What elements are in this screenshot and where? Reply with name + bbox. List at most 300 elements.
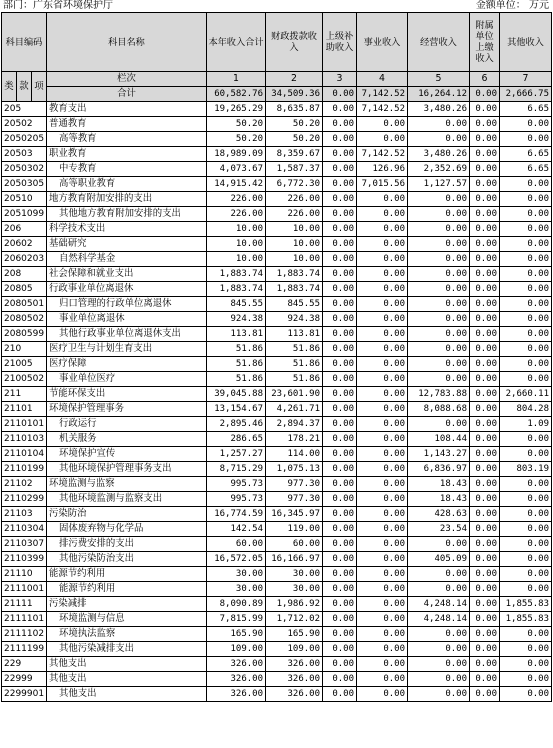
amount-cell: 0.00 xyxy=(470,567,500,582)
amount-cell: 0.00 xyxy=(323,297,357,312)
subject-code: 2299901 xyxy=(2,687,47,702)
amount-cell: 0.00 xyxy=(500,177,552,192)
amount-cell: 0.00 xyxy=(357,477,408,492)
amount-cell: 1,855.83 xyxy=(500,612,552,627)
amount-cell: 0.00 xyxy=(470,147,500,162)
subject-code: 21110 xyxy=(2,567,47,582)
amount-cell: 0.00 xyxy=(470,492,500,507)
amount-cell: 4,073.67 xyxy=(207,162,266,177)
amount-cell: 0.00 xyxy=(500,117,552,132)
amount-cell: 0.00 xyxy=(323,522,357,537)
amount-cell: 0.00 xyxy=(323,402,357,417)
amount-cell: 126.96 xyxy=(357,162,408,177)
amount-cell: 8,715.29 xyxy=(207,462,266,477)
amount-cell: 50.20 xyxy=(207,117,266,132)
amount-cell: 1,143.27 xyxy=(408,447,470,462)
amount-cell: 0.00 xyxy=(323,477,357,492)
total-row xyxy=(2,87,552,102)
amount-cell: 226.00 xyxy=(266,192,323,207)
lanci-label: 栏次 xyxy=(47,72,207,87)
amount-cell: 1,587.37 xyxy=(266,162,323,177)
table-row xyxy=(2,492,552,507)
table-row xyxy=(2,162,552,177)
amount-cell: 0.00 xyxy=(408,237,470,252)
subject-name: 其他支出 xyxy=(47,672,207,687)
amount-cell: 0.00 xyxy=(323,507,357,522)
amount-cell: 0.00 xyxy=(408,657,470,672)
amount-cell: 0.00 xyxy=(470,522,500,537)
table-row xyxy=(2,552,552,567)
amount-cell: 0.00 xyxy=(500,282,552,297)
amount-cell: 0.00 xyxy=(470,342,500,357)
amount-cell: 0.00 xyxy=(500,672,552,687)
subject-name: 教育支出 xyxy=(47,102,207,117)
subject-name: 其他支出 xyxy=(47,657,207,672)
amount-cell: 113.81 xyxy=(207,327,266,342)
amount-cell: 8,635.87 xyxy=(266,102,323,117)
subject-code: 21103 xyxy=(2,507,47,522)
amount-cell: 0.00 xyxy=(500,522,552,537)
amount-cell: 51.86 xyxy=(266,342,323,357)
income-budget-table xyxy=(1,12,552,702)
amount-cell: 326.00 xyxy=(207,657,266,672)
table-row xyxy=(2,657,552,672)
amount-cell: 0.00 xyxy=(323,372,357,387)
report-header xyxy=(2,0,551,12)
amount-cell: 0.00 xyxy=(470,357,500,372)
subject-code: 206 xyxy=(2,222,47,237)
amount-cell: 0.00 xyxy=(500,372,552,387)
table-row xyxy=(2,672,552,687)
amount-cell: 0.00 xyxy=(323,252,357,267)
amount-cell: 0.00 xyxy=(470,582,500,597)
amount-cell: 0.00 xyxy=(408,537,470,552)
amount-cell: 0.00 xyxy=(470,657,500,672)
amount-cell: 0.00 xyxy=(323,672,357,687)
amount-cell: 0.00 xyxy=(408,642,470,657)
table-row xyxy=(2,147,552,162)
amount-cell: 30.00 xyxy=(266,582,323,597)
table-row xyxy=(2,582,552,597)
amount-cell: 0.00 xyxy=(357,387,408,402)
amount-cell: 0.00 xyxy=(408,132,470,147)
subject-code: 20503 xyxy=(2,147,47,162)
col-index: 6 xyxy=(470,72,500,87)
amount-cell: 0.00 xyxy=(357,597,408,612)
subject-name: 其他地方教育附加安排的支出 xyxy=(47,207,207,222)
subject-name: 环境监测与信息 xyxy=(47,612,207,627)
amount-cell: 60.00 xyxy=(207,537,266,552)
subject-code: 2110104 xyxy=(2,447,47,462)
table-row xyxy=(2,267,552,282)
amount-cell: 0.00 xyxy=(357,342,408,357)
amount-cell: 7,142.52 xyxy=(357,147,408,162)
amount-cell: 2,894.37 xyxy=(266,417,323,432)
amount-cell: 0.00 xyxy=(470,312,500,327)
amount-cell: 0.00 xyxy=(500,447,552,462)
amount-cell: 7,815.99 xyxy=(207,612,266,627)
amount-cell: 0.00 xyxy=(470,477,500,492)
amount-cell: 977.30 xyxy=(266,492,323,507)
amount-cell: 13,154.67 xyxy=(207,402,266,417)
amount-cell: 0.00 xyxy=(323,162,357,177)
amount-cell: 0.00 xyxy=(500,627,552,642)
amount-cell: 0.00 xyxy=(323,417,357,432)
amount-cell: 3,480.26 xyxy=(408,147,470,162)
amount-cell: 326.00 xyxy=(266,657,323,672)
table-row xyxy=(2,207,552,222)
amount-cell: 30.00 xyxy=(266,567,323,582)
amount-cell: 7,142.52 xyxy=(357,102,408,117)
subject-code: 2110307 xyxy=(2,537,47,552)
subject-code: 2080502 xyxy=(2,312,47,327)
amount-cell: 30.00 xyxy=(207,582,266,597)
col-index: 4 xyxy=(357,72,408,87)
amount-cell: 0.00 xyxy=(323,597,357,612)
amount-cell: 0.00 xyxy=(408,567,470,582)
amount-cell: 6.65 xyxy=(500,147,552,162)
subject-name: 行政事业单位离退休 xyxy=(47,282,207,297)
subject-name: 环境监测与监察 xyxy=(47,477,207,492)
subject-code: 21111 xyxy=(2,597,47,612)
amount-cell: 0.00 xyxy=(357,357,408,372)
table-row xyxy=(2,507,552,522)
amount-cell: 51.86 xyxy=(266,372,323,387)
col-index: 3 xyxy=(323,72,357,87)
amount-cell: 0.00 xyxy=(408,117,470,132)
subject-name: 能源节约利用 xyxy=(47,567,207,582)
amount-cell: 0.00 xyxy=(323,657,357,672)
total-cell: 60,582.76 xyxy=(207,87,266,102)
amount-cell: 0.00 xyxy=(323,537,357,552)
amount-cell: 0.00 xyxy=(470,462,500,477)
amount-cell: 0.00 xyxy=(323,312,357,327)
amount-cell: 7,015.56 xyxy=(357,177,408,192)
subject-code: 21005 xyxy=(2,357,47,372)
amount-cell: 142.54 xyxy=(207,522,266,537)
amount-cell: 0.00 xyxy=(470,327,500,342)
amount-cell: 0.00 xyxy=(470,207,500,222)
amount-cell: 16,572.05 xyxy=(207,552,266,567)
amount-cell: 178.21 xyxy=(266,432,323,447)
amount-cell: 0.00 xyxy=(500,432,552,447)
amount-cell: 8,088.68 xyxy=(408,402,470,417)
amount-cell: 0.00 xyxy=(357,642,408,657)
amount-cell: 0.00 xyxy=(470,627,500,642)
amount-cell: 428.63 xyxy=(408,507,470,522)
amount-cell: 1,883.74 xyxy=(266,282,323,297)
subject-code: 208 xyxy=(2,267,47,282)
total-cell: 0.00 xyxy=(323,87,357,102)
col-index: 7 xyxy=(500,72,552,87)
table-row xyxy=(2,312,552,327)
amount-cell: 119.00 xyxy=(266,522,323,537)
amount-cell: 10.00 xyxy=(207,222,266,237)
amount-cell: 0.00 xyxy=(357,492,408,507)
amount-cell: 0.00 xyxy=(357,552,408,567)
amount-cell: 0.00 xyxy=(500,507,552,522)
subject-name: 事业单位离退休 xyxy=(47,312,207,327)
subject-code: 22999 xyxy=(2,672,47,687)
subject-code: 2050305 xyxy=(2,177,47,192)
amount-cell: 226.00 xyxy=(207,192,266,207)
subject-code: 2111199 xyxy=(2,642,47,657)
col-header-business-income: 事业收入 xyxy=(357,13,408,72)
amount-cell: 0.00 xyxy=(470,537,500,552)
amount-cell: 0.00 xyxy=(500,552,552,567)
amount-cell: 0.00 xyxy=(357,402,408,417)
subject-code: 2110399 xyxy=(2,552,47,567)
table-row xyxy=(2,627,552,642)
subject-code: 2050205 xyxy=(2,132,47,147)
amount-cell: 845.55 xyxy=(266,297,323,312)
col-index: 5 xyxy=(408,72,470,87)
amount-cell: 0.00 xyxy=(323,147,357,162)
amount-cell: 1,075.13 xyxy=(266,462,323,477)
amount-cell: 10.00 xyxy=(207,252,266,267)
amount-cell: 326.00 xyxy=(207,687,266,702)
amount-cell: 6,772.30 xyxy=(266,177,323,192)
amount-cell: 23.54 xyxy=(408,522,470,537)
amount-cell: 0.00 xyxy=(470,687,500,702)
total-label: 合计 xyxy=(47,87,207,102)
subject-code: 2111001 xyxy=(2,582,47,597)
subject-name: 医疗卫生与计划生育支出 xyxy=(47,342,207,357)
amount-cell: 0.00 xyxy=(408,417,470,432)
amount-cell: 0.00 xyxy=(500,642,552,657)
amount-cell: 0.00 xyxy=(323,492,357,507)
amount-cell: 18.43 xyxy=(408,492,470,507)
amount-cell: 60.00 xyxy=(266,537,323,552)
amount-cell: 6.65 xyxy=(500,162,552,177)
amount-cell: 0.00 xyxy=(470,102,500,117)
subject-code: 21102 xyxy=(2,477,47,492)
amount-cell: 1,127.57 xyxy=(408,177,470,192)
amount-cell: 30.00 xyxy=(207,567,266,582)
amount-cell: 326.00 xyxy=(266,687,323,702)
amount-cell: 0.00 xyxy=(470,642,500,657)
amount-cell: 0.00 xyxy=(323,207,357,222)
amount-cell: 803.19 xyxy=(500,462,552,477)
amount-cell: 0.00 xyxy=(470,672,500,687)
subject-code: 2110103 xyxy=(2,432,47,447)
col-header-superior-subsidy: 上级补助收入 xyxy=(323,13,357,72)
col-index: 1 xyxy=(207,72,266,87)
amount-cell: 0.00 xyxy=(357,282,408,297)
subject-code: 2110304 xyxy=(2,522,47,537)
amount-cell: 804.28 xyxy=(500,402,552,417)
subject-name: 污染防治 xyxy=(47,507,207,522)
amount-cell: 0.00 xyxy=(500,312,552,327)
amount-cell: 1,883.74 xyxy=(207,267,266,282)
amount-cell: 0.00 xyxy=(408,342,470,357)
subject-name: 职业教育 xyxy=(47,147,207,162)
amount-cell: 326.00 xyxy=(266,672,323,687)
amount-cell: 0.00 xyxy=(323,687,357,702)
amount-cell: 0.00 xyxy=(470,297,500,312)
subject-code: 2051099 xyxy=(2,207,47,222)
amount-cell: 51.86 xyxy=(207,372,266,387)
amount-cell: 0.00 xyxy=(408,267,470,282)
amount-cell: 10.00 xyxy=(266,222,323,237)
subject-code: 20510 xyxy=(2,192,47,207)
subject-code: 2060203 xyxy=(2,252,47,267)
subject-code: 2050302 xyxy=(2,162,47,177)
table-row xyxy=(2,372,552,387)
subject-name: 节能环保支出 xyxy=(47,387,207,402)
amount-cell: 226.00 xyxy=(207,207,266,222)
amount-cell: 226.00 xyxy=(266,207,323,222)
table-row xyxy=(2,177,552,192)
subject-name: 其他支出 xyxy=(47,687,207,702)
amount-cell: 0.00 xyxy=(323,267,357,282)
col-index: 2 xyxy=(266,72,323,87)
subject-code: 2111101 xyxy=(2,612,47,627)
amount-cell: 0.00 xyxy=(500,657,552,672)
amount-cell: 0.00 xyxy=(470,117,500,132)
table-row xyxy=(2,462,552,477)
table-row xyxy=(2,132,552,147)
table-row xyxy=(2,447,552,462)
amount-cell: 3,480.26 xyxy=(408,102,470,117)
subject-name: 环境保护宣传 xyxy=(47,447,207,462)
amount-cell: 0.00 xyxy=(470,282,500,297)
amount-cell: 0.00 xyxy=(357,237,408,252)
amount-cell: 0.00 xyxy=(357,432,408,447)
subject-name: 普通教育 xyxy=(47,117,207,132)
amount-cell: 0.00 xyxy=(500,357,552,372)
subject-name: 污染减排 xyxy=(47,597,207,612)
amount-cell: 6.65 xyxy=(500,102,552,117)
amount-cell: 0.00 xyxy=(323,177,357,192)
amount-cell: 0.00 xyxy=(470,192,500,207)
table-row xyxy=(2,432,552,447)
amount-cell: 0.00 xyxy=(357,522,408,537)
total-cell: 34,509.36 xyxy=(266,87,323,102)
table-row xyxy=(2,342,552,357)
amount-cell: 8,090.89 xyxy=(207,597,266,612)
table-row xyxy=(2,117,552,132)
department-label: 部门：广东省环境保护厅 xyxy=(3,0,113,11)
amount-cell: 0.00 xyxy=(323,237,357,252)
amount-cell: 165.90 xyxy=(266,627,323,642)
table-row xyxy=(2,237,552,252)
subject-name: 其他环境保护管理事务支出 xyxy=(47,462,207,477)
amount-cell: 50.20 xyxy=(266,117,323,132)
amount-cell: 19,265.29 xyxy=(207,102,266,117)
amount-cell: 0.00 xyxy=(408,192,470,207)
amount-cell: 0.00 xyxy=(357,612,408,627)
amount-cell: 0.00 xyxy=(357,372,408,387)
amount-cell: 165.90 xyxy=(207,627,266,642)
amount-cell: 0.00 xyxy=(357,207,408,222)
amount-cell: 0.00 xyxy=(408,327,470,342)
table-row xyxy=(2,387,552,402)
col-header-operating-income: 经营收入 xyxy=(408,13,470,72)
amount-cell: 1,883.74 xyxy=(207,282,266,297)
amount-cell: 0.00 xyxy=(500,537,552,552)
total-cell: 0.00 xyxy=(470,87,500,102)
amount-cell: 39,045.88 xyxy=(207,387,266,402)
amount-cell: 977.30 xyxy=(266,477,323,492)
amount-cell: 0.00 xyxy=(357,657,408,672)
subject-name: 机关服务 xyxy=(47,432,207,447)
amount-cell: 1,855.83 xyxy=(500,597,552,612)
amount-cell: 405.09 xyxy=(408,552,470,567)
amount-cell: 0.00 xyxy=(470,402,500,417)
amount-cell: 0.00 xyxy=(408,312,470,327)
amount-cell: 0.00 xyxy=(323,132,357,147)
amount-cell: 0.00 xyxy=(470,222,500,237)
subject-code: 2111102 xyxy=(2,627,47,642)
amount-cell: 0.00 xyxy=(408,372,470,387)
amount-cell: 0.00 xyxy=(470,372,500,387)
amount-cell: 0.00 xyxy=(323,327,357,342)
subject-name: 高等教育 xyxy=(47,132,207,147)
subject-name: 其他行政事业单位离退休支出 xyxy=(47,327,207,342)
amount-cell: 0.00 xyxy=(470,447,500,462)
subject-code: 2100502 xyxy=(2,372,47,387)
amount-cell: 0.00 xyxy=(470,552,500,567)
amount-cell: 0.00 xyxy=(470,507,500,522)
amount-cell: 0.00 xyxy=(323,192,357,207)
subject-name: 固体废弃物与化学品 xyxy=(47,522,207,537)
amount-cell: 0.00 xyxy=(500,582,552,597)
subject-name: 其他污染减排支出 xyxy=(47,642,207,657)
amount-cell: 0.00 xyxy=(470,132,500,147)
amount-cell: 0.00 xyxy=(323,447,357,462)
amount-cell: 924.38 xyxy=(266,312,323,327)
amount-cell: 2,352.69 xyxy=(408,162,470,177)
amount-cell: 0.00 xyxy=(500,567,552,582)
table-row xyxy=(2,477,552,492)
subject-code: 21101 xyxy=(2,402,47,417)
amount-cell: 0.00 xyxy=(357,132,408,147)
amount-cell: 995.73 xyxy=(207,477,266,492)
subject-code: 229 xyxy=(2,657,47,672)
amount-cell: 0.00 xyxy=(408,222,470,237)
amount-cell: 23,601.90 xyxy=(266,387,323,402)
col-header-lei: 类 xyxy=(2,72,17,102)
amount-cell: 0.00 xyxy=(500,267,552,282)
amount-cell: 845.55 xyxy=(207,297,266,312)
amount-cell: 0.00 xyxy=(357,672,408,687)
subject-code: 205 xyxy=(2,102,47,117)
amount-cell: 0.00 xyxy=(323,612,357,627)
amount-cell: 50.20 xyxy=(266,132,323,147)
subject-name: 医疗保障 xyxy=(47,357,207,372)
amount-cell: 0.00 xyxy=(408,672,470,687)
amount-cell: 326.00 xyxy=(207,672,266,687)
amount-cell: 0.00 xyxy=(408,357,470,372)
subject-name: 归口管理的行政单位离退休 xyxy=(47,297,207,312)
amount-cell: 2,660.11 xyxy=(500,387,552,402)
amount-cell: 0.00 xyxy=(357,537,408,552)
amount-cell: 0.00 xyxy=(470,267,500,282)
amount-cell: 10.00 xyxy=(266,252,323,267)
amount-cell: 18.43 xyxy=(408,477,470,492)
subject-code: 211 xyxy=(2,387,47,402)
subject-name: 能源节约利用 xyxy=(47,582,207,597)
amount-cell: 0.00 xyxy=(323,222,357,237)
subject-code: 2080599 xyxy=(2,327,47,342)
amount-cell: 1,986.92 xyxy=(266,597,323,612)
table-row xyxy=(2,192,552,207)
amount-cell: 0.00 xyxy=(323,462,357,477)
amount-cell: 0.00 xyxy=(357,267,408,282)
amount-cell: 51.86 xyxy=(266,357,323,372)
amount-cell: 0.00 xyxy=(323,102,357,117)
